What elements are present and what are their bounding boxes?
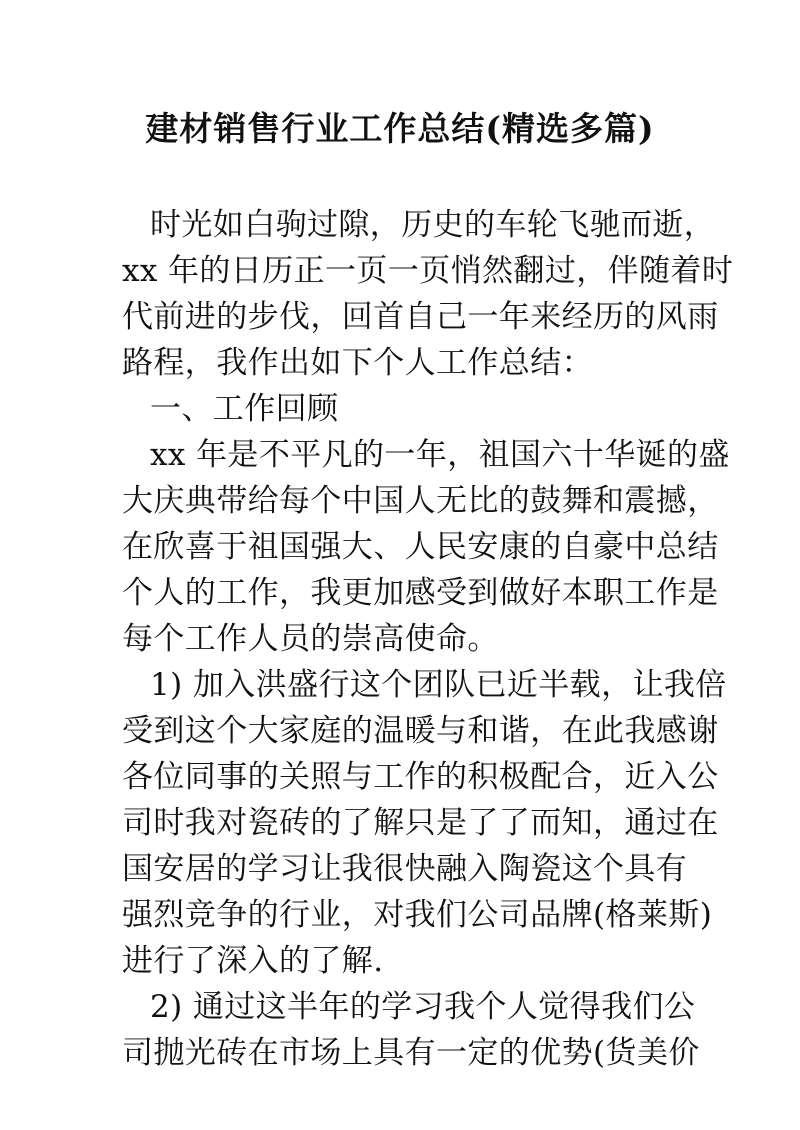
text-line: 国安居的学习让我很快融入陶瓷这个具有: [122, 851, 688, 887]
text-line: 各位同事的关照与工作的积极配合，近入公: [122, 759, 719, 795]
text-line: 进行了深入的了解.: [122, 943, 384, 979]
document-title: 建材销售行业工作总结(精选多篇): [145, 109, 655, 148]
text-line: 在欣喜于祖国强大、人民安康的自豪中总结: [122, 529, 719, 565]
section-heading: 一、工作回顾: [150, 391, 339, 427]
text-line: 2) 通过这半年的学习我个人觉得我们公: [150, 989, 696, 1025]
text-line: 司时我对瓷砖的了解只是了了而知，通过在: [122, 805, 719, 841]
text-line: 强烈竞争的行业，对我们公司品牌(格莱斯): [122, 897, 713, 933]
text-line: 每个工作人员的崇高使命。: [122, 621, 499, 657]
text-line: 时光如白驹过隙，历史的车轮飞驰而逝，: [150, 207, 716, 243]
text-line: 个人的工作，我更加感受到做好本职工作是: [122, 575, 719, 611]
text-line: xx 年是不平凡的一年，祖国六十华诞的盛: [150, 437, 730, 473]
text-line: 路程，我作出如下个人工作总结：: [122, 345, 593, 381]
text-line: 受到这个大家庭的温暖与和谐，在此我感谢: [122, 713, 719, 749]
text-line: 司抛光砖在市场上具有一定的优势(货美价: [122, 1035, 700, 1071]
text-line: 大庆典带给每个中国人无比的鼓舞和震撼，: [122, 483, 719, 519]
text-line: 1) 加入洪盛行这个团队已近半载，让我倍: [150, 667, 727, 703]
text-line: xx 年的日历正一页一页悄然翻过，伴随着时: [122, 253, 734, 289]
text-line: 代前进的步伐，回首自己一年来经历的风雨: [122, 299, 719, 335]
